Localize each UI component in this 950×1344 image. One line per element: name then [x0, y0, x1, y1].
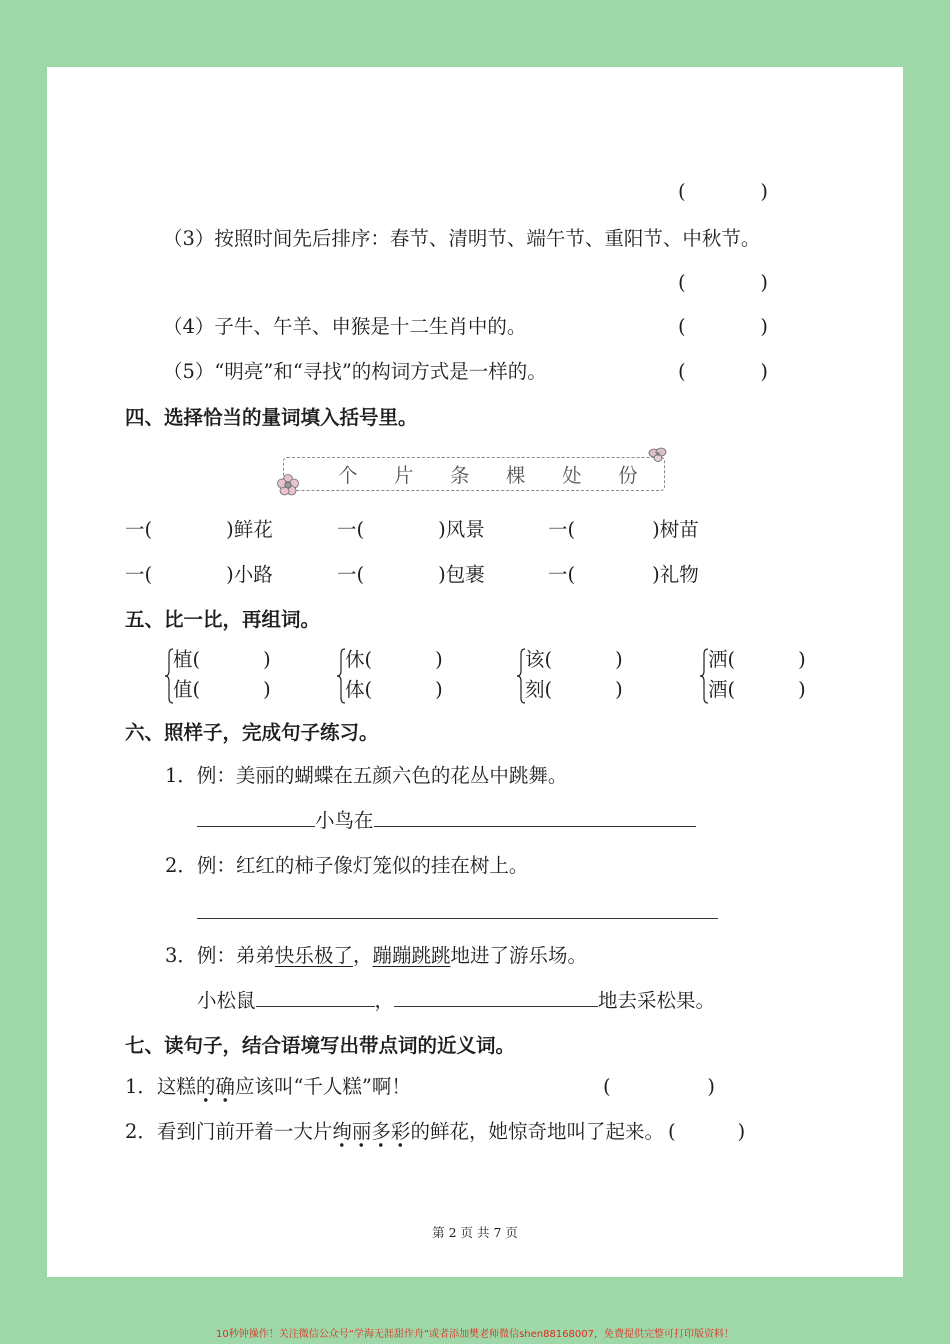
dotted-word: 绚丽多彩 — [332, 1120, 410, 1149]
dotted-word: 的确 — [196, 1075, 235, 1104]
sentence-example-2: 2．例：红红的柿子像灯笼似的挂在树上。 — [165, 854, 529, 877]
blank-line — [394, 990, 598, 1007]
quantifier-item — [337, 517, 485, 543]
compare-char: 洒 — [708, 648, 728, 671]
paren-open: ( — [364, 678, 373, 701]
compare-pair — [516, 647, 636, 705]
sentence-example-1: 1．例：美丽的蝴蝶在五颜六色的花丛中跳舞。 — [165, 764, 568, 787]
quantifier-item — [337, 562, 485, 588]
paren-close: ) — [737, 1120, 746, 1143]
answer-blank-item5 — [678, 359, 768, 385]
paren-open: ( — [356, 563, 365, 586]
quantifier-noun: 礼物 — [659, 563, 699, 586]
underlined-phrase: 蹦蹦跳跳 — [372, 944, 451, 967]
paren-open: ( — [678, 180, 686, 203]
answer-gap — [735, 677, 798, 703]
quantifier-noun: 树苗 — [659, 518, 699, 541]
judge-item-5: （5）“明亮”和“寻找”的构词方式是一样的。 — [163, 360, 547, 383]
quantifier-prefix: 一 — [337, 563, 357, 586]
section-5-title: 五、比一比，再组词。 — [125, 608, 321, 631]
answer-gap — [372, 647, 435, 673]
paren-open: ( — [356, 518, 365, 541]
paren-open: ( — [192, 678, 201, 701]
sentence-lead: 2．看到门前开着一大片 — [125, 1120, 333, 1143]
paren-open: ( — [364, 648, 373, 671]
answer-gap — [200, 677, 263, 703]
paren-close: ) — [760, 315, 768, 338]
quantifier-prefix: 一 — [548, 518, 568, 541]
compare-row — [345, 647, 443, 673]
paren-open: ( — [667, 1120, 676, 1143]
answer-blank-synonym-1 — [603, 1074, 715, 1100]
quantifier-item — [125, 562, 273, 588]
blank-line — [374, 810, 696, 827]
word-bank-word: 个 — [338, 464, 358, 487]
paren-close: ) — [615, 678, 623, 701]
paren-close: ) — [435, 648, 443, 671]
fill-tail: 地去采松果。 — [598, 989, 716, 1012]
quantifier-prefix: 一 — [548, 563, 568, 586]
quantifier-item — [548, 562, 699, 588]
word-bank-word: 处 — [562, 464, 582, 487]
sentence-tail: 的鲜花，她惊奇地叫了起来。 — [410, 1120, 664, 1143]
blank-line — [197, 918, 718, 919]
quantifier-prefix: 一 — [125, 518, 145, 541]
section-7-title: 七、读句子，结合语境写出带点词的近义词。 — [125, 1034, 516, 1057]
compare-char: 刻 — [525, 678, 545, 701]
sentence-example-3 — [165, 943, 587, 969]
paren-open: ( — [603, 1075, 611, 1098]
answer-gap — [372, 677, 435, 703]
answer-blank-item2 — [678, 179, 768, 205]
compare-row — [708, 647, 806, 673]
paren-open: ( — [544, 648, 553, 671]
paren-close: ) — [798, 648, 806, 671]
quantifier-prefix: 一 — [337, 518, 357, 541]
paren-close: ) — [652, 518, 660, 541]
fill-text: 小鸟在 — [315, 809, 374, 832]
paren-close: ) — [760, 271, 768, 294]
compare-char: 休 — [345, 648, 365, 671]
quantifier-noun: 鲜花 — [233, 518, 273, 541]
compare-pair — [336, 647, 456, 705]
word-bank-word: 棵 — [506, 464, 526, 487]
compare-char: 植 — [173, 648, 193, 671]
answer-gap — [152, 517, 226, 543]
underlined-phrase: 快乐极了 — [274, 944, 353, 967]
word-bank-word: 份 — [618, 464, 638, 487]
paren-open: ( — [144, 518, 153, 541]
sentence-lead: 1．这糕 — [125, 1075, 196, 1098]
paren-open: ( — [678, 315, 686, 338]
compare-char: 体 — [345, 678, 365, 701]
paren-close: ) — [226, 518, 234, 541]
section-4-title: 四、选择恰当的量词填入括号里。 — [125, 406, 418, 429]
page-number: 第 2 页 共 7 页 — [432, 1225, 518, 1240]
example-comma: ， — [352, 944, 373, 967]
promo-banner-text: 10秒钟操作！关注微信公众号“学海无涯甜作舟”或者添加樊老师微信shen88168007，免费提供完整可打印版资料！ — [215, 1329, 735, 1340]
answer-gap — [364, 517, 438, 543]
paren-close: ) — [226, 563, 234, 586]
paren-open: ( — [544, 678, 553, 701]
compare-pair — [699, 647, 819, 705]
synonym-item-2 — [125, 1119, 745, 1145]
blank-line — [197, 810, 315, 827]
compare-char: 值 — [173, 678, 193, 701]
paren-close: ) — [707, 1075, 715, 1098]
compare-row — [708, 677, 806, 703]
quantifier-prefix: 一 — [125, 563, 145, 586]
paren-close: ) — [652, 563, 660, 586]
paren-open: ( — [727, 648, 736, 671]
compare-row — [173, 677, 271, 703]
flower-icon — [648, 446, 668, 468]
compare-row — [525, 677, 623, 703]
paren-close: ) — [438, 518, 446, 541]
sentence-fill-1 — [197, 808, 696, 834]
answer-gap — [735, 647, 798, 673]
compare-char: 该 — [525, 648, 545, 671]
paren-close: ) — [760, 360, 768, 383]
paren-open: ( — [567, 518, 576, 541]
answer-gap — [575, 562, 652, 588]
answer-blank-item3 — [678, 270, 768, 296]
paren-close: ) — [798, 678, 806, 701]
paren-close: ) — [435, 678, 443, 701]
flower-icon — [276, 473, 300, 501]
paren-open: ( — [144, 563, 153, 586]
fill-comma: ， — [374, 989, 395, 1012]
compare-row — [345, 677, 443, 703]
example-lead: 3．例：弟弟 — [165, 944, 275, 967]
word-bank — [283, 457, 665, 491]
quantifier-item — [548, 517, 699, 543]
section-6-title: 六、照样子，完成句子练习。 — [125, 721, 379, 744]
answer-gap — [200, 647, 263, 673]
answer-gap — [552, 647, 615, 673]
answer-gap — [552, 677, 615, 703]
compare-char: 酒 — [708, 678, 728, 701]
paren-close: ) — [263, 678, 271, 701]
synonym-item-1 — [125, 1074, 411, 1100]
judge-item-3: （3）按照时间先后排序：春节、清明节、端午节、重阳节、中秋节。 — [163, 227, 761, 250]
paren-close: ) — [760, 180, 768, 203]
quantifier-noun: 小路 — [233, 563, 273, 586]
quantifier-noun: 包裹 — [445, 563, 485, 586]
paren-close: ) — [615, 648, 623, 671]
answer-gap — [575, 517, 652, 543]
answer-gap — [364, 562, 438, 588]
paren-open: ( — [727, 678, 736, 701]
paren-open: ( — [192, 648, 201, 671]
compare-pair — [164, 647, 284, 705]
sentence-fill-3 — [197, 988, 715, 1014]
fill-lead: 小松鼠 — [197, 989, 256, 1012]
paren-close: ) — [263, 648, 271, 671]
judge-item-4: （4）子牛、午羊、申猴是十二生肖中的。 — [163, 315, 527, 338]
compare-row — [173, 647, 271, 673]
paren-open: ( — [678, 271, 686, 294]
paren-open: ( — [678, 360, 686, 383]
answer-blank-item4 — [678, 314, 768, 340]
blank-line — [256, 990, 375, 1007]
word-bank-word: 片 — [394, 464, 414, 487]
quantifier-noun: 风景 — [445, 518, 485, 541]
answer-gap — [152, 562, 226, 588]
paren-open: ( — [567, 563, 576, 586]
compare-row — [525, 647, 623, 673]
example-tail: 地进了游乐场。 — [450, 944, 587, 967]
quantifier-item — [125, 517, 273, 543]
paren-close: ) — [438, 563, 446, 586]
word-bank-word: 条 — [450, 464, 470, 487]
sentence-tail: 应该叫“千人糕”啊！ — [234, 1075, 411, 1098]
